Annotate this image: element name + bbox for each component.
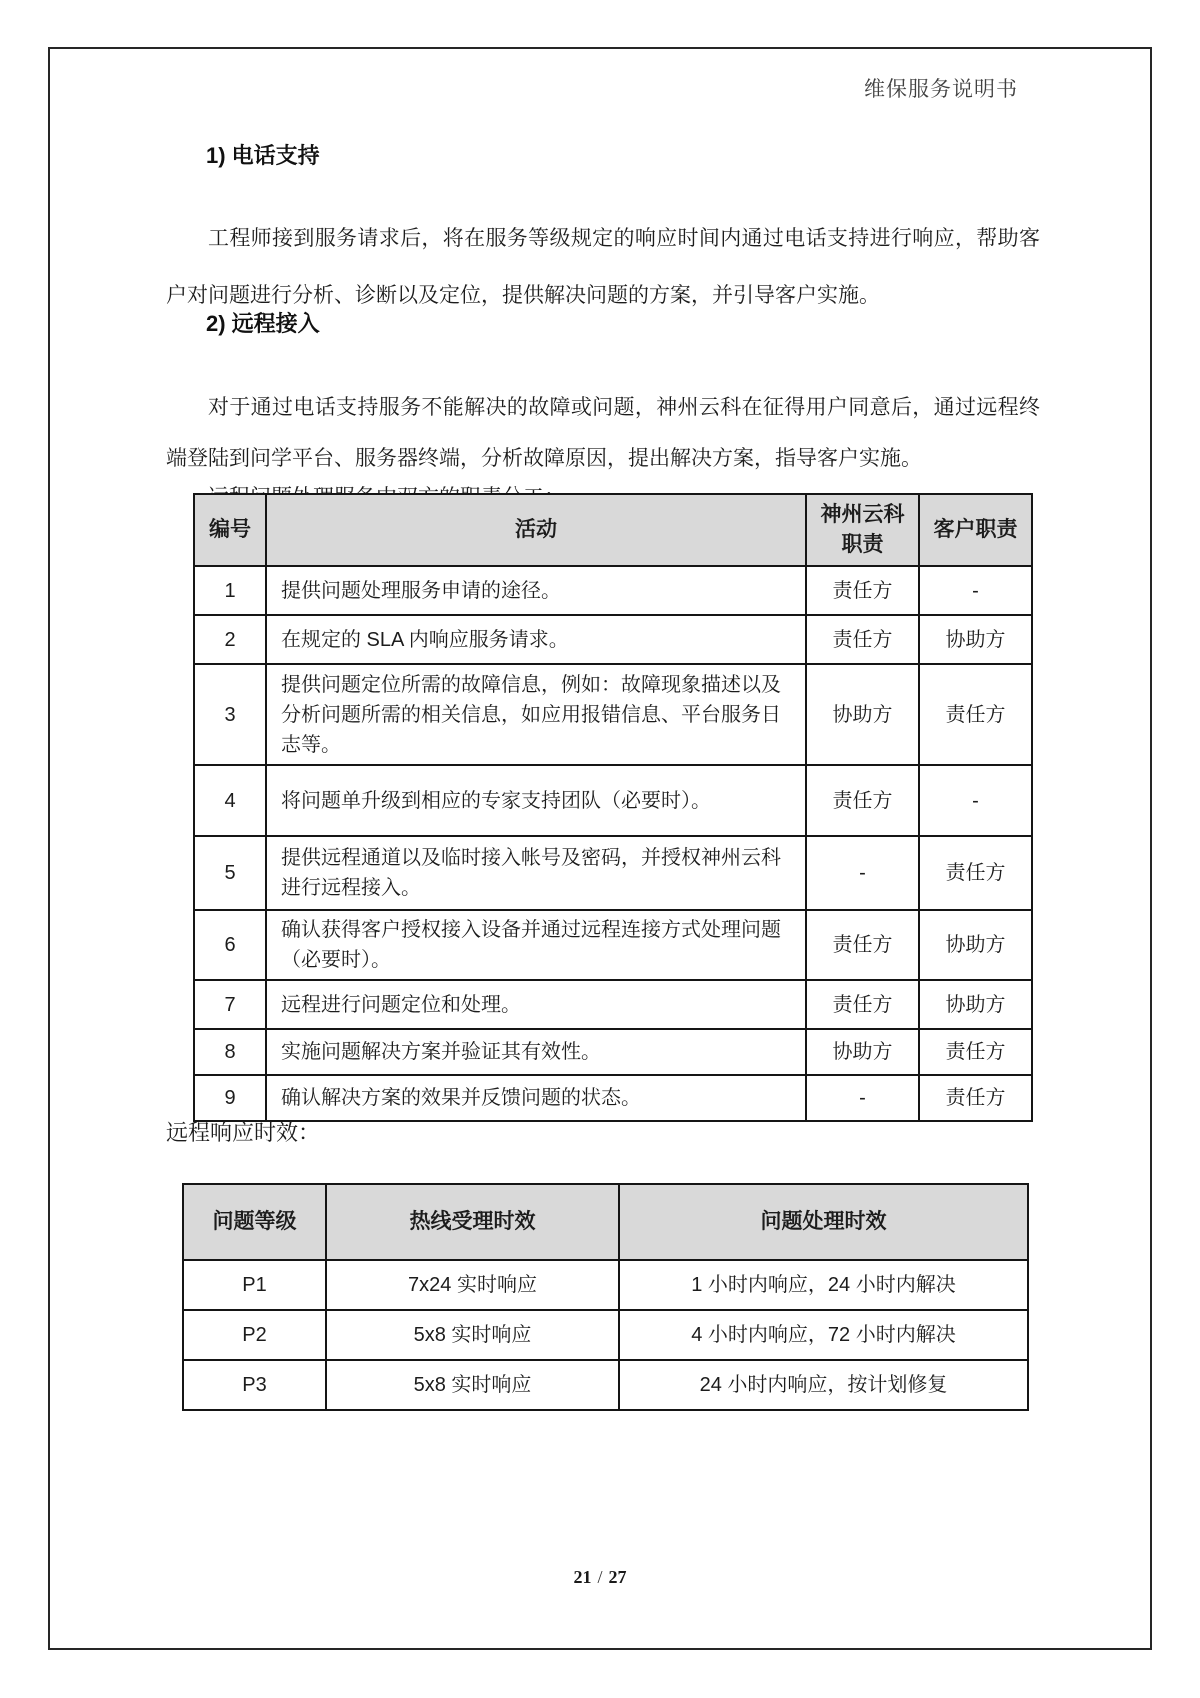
responsibility-table: [193, 493, 1033, 1122]
table-row: [194, 615, 1032, 664]
cell-problem-level: P2: [183, 1310, 326, 1360]
cell-activity: 实施问题解决方案并验证其有效性。: [266, 1029, 806, 1075]
table-row: [194, 980, 1032, 1029]
cell-handle-time: 1 小时内响应，24 小时内解决: [619, 1260, 1028, 1310]
table-row: [194, 910, 1032, 980]
section-heading-remote-access: 2) 远程接入: [206, 311, 320, 336]
cell-activity: 提供远程通道以及临时接入帐号及密码，并授权神州云科进行远程接入。: [266, 836, 806, 910]
table-row: [183, 1310, 1028, 1360]
cell-no: 1: [194, 566, 266, 615]
cell-dck-role: 协助方: [806, 664, 919, 765]
cell-problem-level: P1: [183, 1260, 326, 1310]
table-row: [183, 1260, 1028, 1310]
cell-no: 8: [194, 1029, 266, 1075]
table-row: [194, 1029, 1032, 1075]
cell-activity: 提供问题处理服务申请的途径。: [266, 566, 806, 615]
cell-no: 3: [194, 664, 266, 765]
cell-customer-role: 责任方: [919, 836, 1032, 910]
cell-handle-time: 24 小时内响应，按计划修复: [619, 1360, 1028, 1410]
cell-dck-role: -: [806, 836, 919, 910]
cell-problem-level: P3: [183, 1360, 326, 1410]
cell-customer-role: 协助方: [919, 615, 1032, 664]
header-cell-customer-role: 客户职责: [919, 494, 1032, 566]
table-row: [194, 664, 1032, 765]
page-number: [50, 1567, 1150, 1588]
cell-no: 7: [194, 980, 266, 1029]
cell-no: 2: [194, 615, 266, 664]
header-cell-dck-role: 神州云科职责: [806, 494, 919, 566]
table-row: [194, 566, 1032, 615]
cell-activity: 提供问题定位所需的故障信息，例如：故障现象描述以及分析问题所需的相关信息，如应用报错信息、平台服务日志等。: [266, 664, 806, 765]
cell-dck-role: 责任方: [806, 765, 919, 836]
cell-customer-role: 责任方: [919, 1029, 1032, 1075]
cell-activity: 在规定的 SLA 内响应服务请求。: [266, 615, 806, 664]
header-cell-no: 编号: [194, 494, 266, 566]
paragraph-remote-access: 对于通过电话支持服务不能解决的故障或问题，神州云科在征得用户同意后，通过远程终端登陆到问学平台、服务器终端，分析故障原因，提出解决方案，指导客户实施。: [166, 396, 1040, 470]
section-heading-phone-support: 1) 电话支持: [206, 143, 320, 168]
cell-no: 4: [194, 765, 266, 836]
cell-dck-role: 协助方: [806, 1029, 919, 1075]
page-border-frame: [48, 47, 1152, 1650]
cell-customer-role: -: [919, 566, 1032, 615]
header-cell-hotline-time: 热线受理时效: [326, 1184, 619, 1260]
table-row: [194, 765, 1032, 836]
header-cell-problem-level: 问题等级: [183, 1184, 326, 1260]
cell-activity: 确认解决方案的效果并反馈问题的状态。: [266, 1075, 806, 1121]
cell-no: 9: [194, 1075, 266, 1121]
cell-customer-role: 责任方: [919, 664, 1032, 765]
cell-no: 5: [194, 836, 266, 910]
header-cell-handle-time: 问题处理时效: [619, 1184, 1028, 1260]
document-header-title: 维保服务说明书: [864, 77, 1018, 101]
cell-dck-role: 责任方: [806, 566, 919, 615]
cell-activity: 将问题单升级到相应的专家支持团队（必要时）。: [266, 765, 806, 836]
header-cell-activity: 活动: [266, 494, 806, 566]
cell-customer-role: 责任方: [919, 1075, 1032, 1121]
page-number-separator: /: [597, 1567, 603, 1587]
table-header-row: [183, 1184, 1028, 1260]
cell-dck-role: 责任方: [806, 615, 919, 664]
table-row: [183, 1360, 1028, 1410]
cell-customer-role: -: [919, 765, 1032, 836]
cell-hotline-time: 5x8 实时响应: [326, 1310, 619, 1360]
cell-activity: 确认获得客户授权接入设备并通过远程连接方式处理问题（必要时）。: [266, 910, 806, 980]
cell-customer-role: 协助方: [919, 980, 1032, 1029]
table-row: [194, 1075, 1032, 1121]
cell-no: 6: [194, 910, 266, 980]
page-number-total: 27: [608, 1567, 627, 1587]
sla-section-label: 远程响应时效：: [166, 1120, 321, 1145]
paragraph-phone-support: 工程师接到服务请求后，将在服务等级规定的响应时间内通过电话支持进行响应，帮助客户对问题进行分析、诊断以及定位，提供解决问题的方案，并引导客户实施。: [166, 227, 1040, 307]
cell-hotline-time: 7x24 实时响应: [326, 1260, 619, 1310]
cell-dck-role: 责任方: [806, 910, 919, 980]
cell-dck-role: 责任方: [806, 980, 919, 1029]
table-header-row: [194, 494, 1032, 566]
cell-dck-role: -: [806, 1075, 919, 1121]
cell-customer-role: 协助方: [919, 910, 1032, 980]
table-row: [194, 836, 1032, 910]
cell-activity: 远程进行问题定位和处理。: [266, 980, 806, 1029]
sla-table: [182, 1183, 1029, 1411]
cell-hotline-time: 5x8 实时响应: [326, 1360, 619, 1410]
cell-handle-time: 4 小时内响应，72 小时内解决: [619, 1310, 1028, 1360]
page-number-current: 21: [573, 1567, 592, 1587]
